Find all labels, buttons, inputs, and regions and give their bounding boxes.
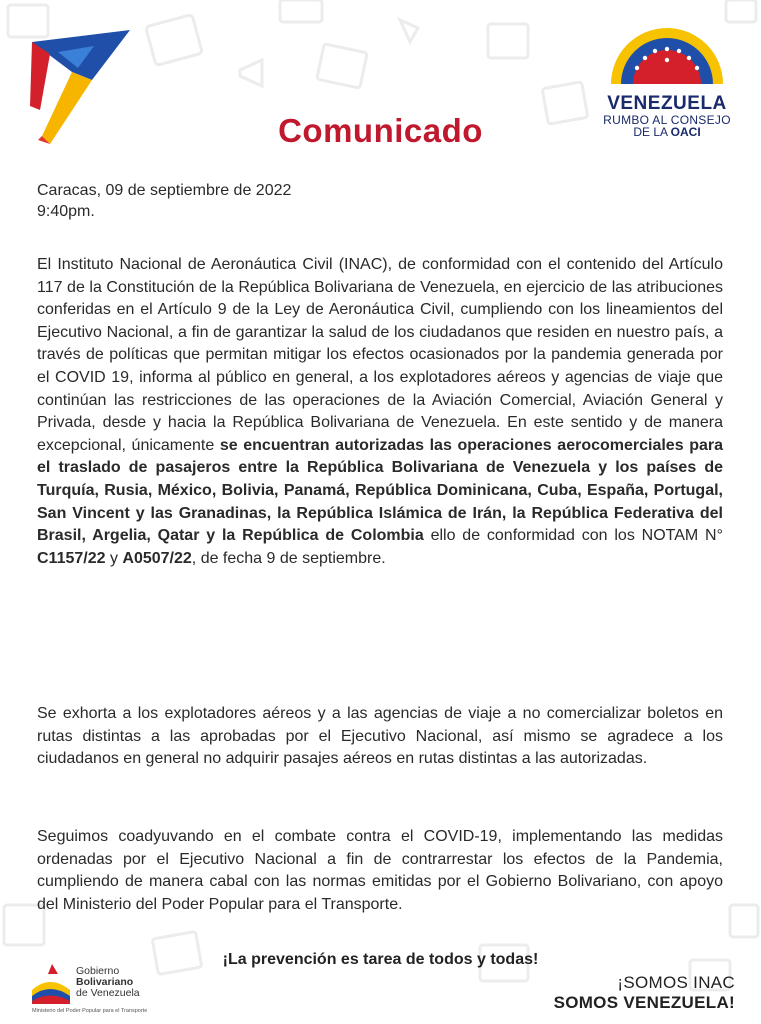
- slogan: ¡La prevención es tarea de todos y todas!: [222, 951, 539, 968]
- notam-2: A0507/22: [122, 549, 192, 567]
- time: 9:40pm.: [37, 203, 95, 220]
- authorized-countries: se encuentran autorizadas las operaciones aerocomerciales para el traslado de pasajeros entre la República Bolivariana de Venezuela y los países de Turquía, Rusia, México, Bolivia, Panamá, República Dominicana, Cuba, España, Portugal, San Vincent y las Granadinas, la República Islámica de Irán, la República Federativa del Brasil, Argelia, Qatar y la República de Colombia: [37, 436, 723, 545]
- gobierno-bolivariano-logo: [30, 960, 170, 1020]
- gobierno-text: Gobierno Bolivariano de Venezuela: [76, 965, 140, 999]
- page-title: Comunicado: [278, 112, 483, 149]
- venezuela-flag-arc-icon: [607, 24, 727, 86]
- oaci-line1: VENEZUELA: [607, 93, 727, 114]
- oaci-line2: RUMBO AL CONSEJO: [603, 113, 731, 127]
- place-date: Caracas, 09 de septiembre de 2022: [37, 182, 292, 199]
- paragraph-2: Se exhorta a los explotadores aéreos y a las agencias de viaje a no comercializar boletos en rutas distintas a las aprobadas por el Ejecutivo Nacional, así mismo se agradece a los ciudadanos en general no adquirir pasajes aéreos en rutas distintas a las autorizadas.: [37, 705, 723, 768]
- notam-1: C1157/22: [37, 549, 106, 567]
- somos-inac: ¡SOMOS INAC: [617, 973, 735, 992]
- paragraph-1: El Instituto Nacional de Aeronáutica Civil (INAC), de conformidad con el contenido del Artículo 117 de la Constitución de la República Bolivariana de Venezuela, en ejercicio de las atribuciones conferidas en el Artículo 9 de la Ley de Aeronáutica Civil, cumpliendo con los lineamientos del Ejecutivo Nacional, a fin de garantizar la salud de los ciudadanos que residen en nuestro país, a través de políticas que permitan mitigar los efectos ocasionados por la pandemia generada por el COVID 19, informa al público en general, a los explotadores aéreos y agencias de viaje que continúan las restricciones de las operaciones de la Aviación Comercial, Aviación General y Privada, desde y hacia la República Bolivariana de Venezuela. En este sentido y de manera excepcional, únicamente se encuentran autorizadas las operaciones aerocomerciales para el traslado de pasajeros entre la República Bolivariana de Venezuela y los países de Turquía, Rusia, México, Bolivia, Panamá, República Dominicana, Cuba, España, Portugal, San Vincent y las Granadinas, la República Islámica de Irán, la República Federativa del Brasil, Argelia, Qatar y la República de Colombia ello de conformidad con los NOTAM N° C1157/22 y A0507/22, de fecha 9 de septiembre.: [37, 256, 723, 567]
- paragraph-3: Seguimos coadyuvando en el combate contra el COVID-19, implementando las medidas ordenadas por el Ejecutivo Nacional a fin de contrarrestar los efectos de la Pandemia, cumpliendo de manera cabal con las normas emitidas por el Gobierno Bolivariano, con apoyo del Ministerio del Poder Popular para el Transporte.: [37, 828, 723, 913]
- dateline: [37, 180, 291, 222]
- ministerio-text: Ministerio del Poder Popular para el Transporte: [32, 1008, 148, 1014]
- somos-venezuela: SOMOS VENEZUELA!: [553, 993, 735, 1012]
- somos-inac-tagline: [554, 973, 735, 1013]
- oaci-line3: DE LA OACI: [633, 125, 701, 139]
